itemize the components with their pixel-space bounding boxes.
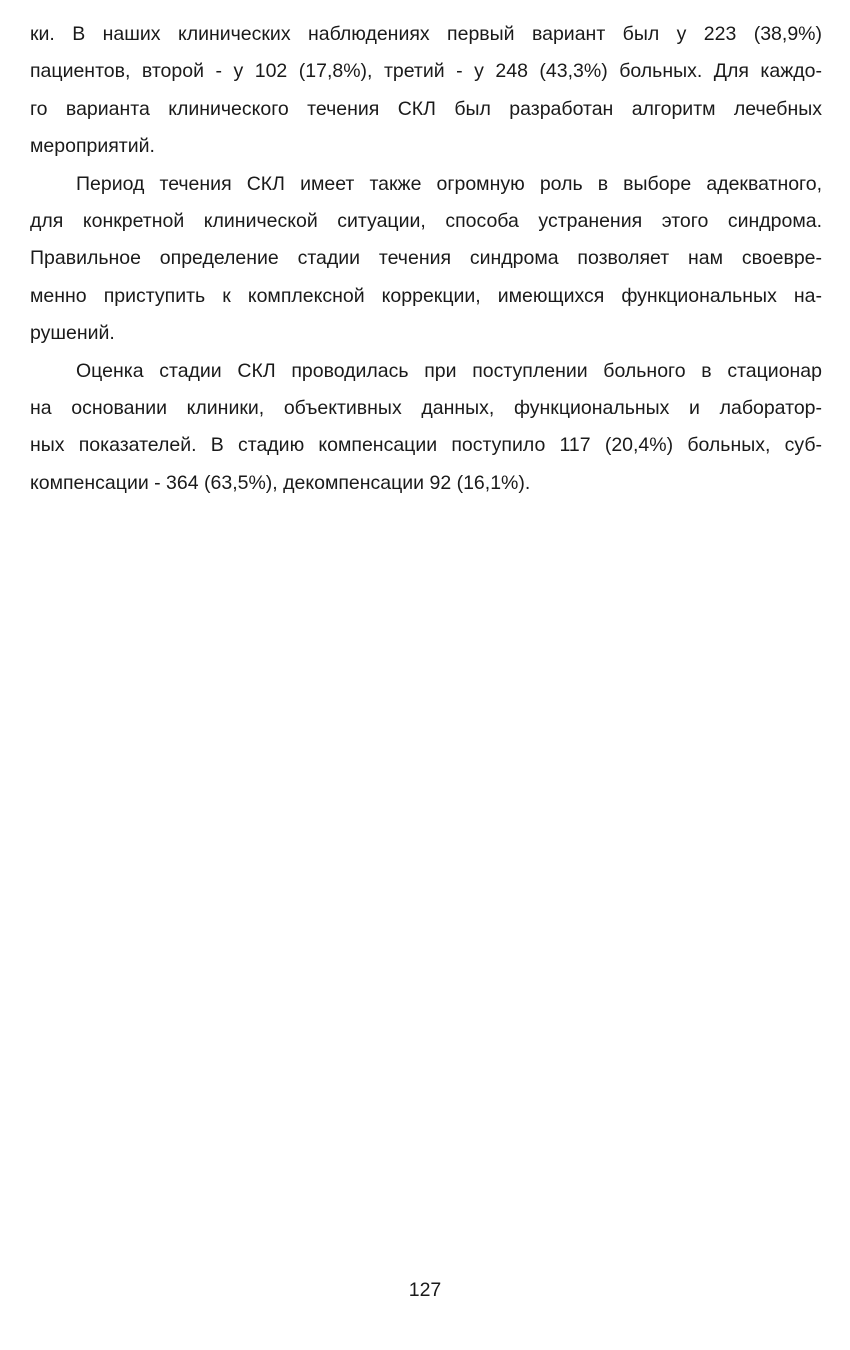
text-line: го варианта клинического течения СКЛ был разработан алгоритм лечебных bbox=[30, 97, 822, 120]
page-body bbox=[30, 16, 822, 502]
text-line: на основании клиники, объективных данных, функциональных и лаборатор- bbox=[30, 396, 822, 419]
text-line: ки. В наших клинических наблюдениях первый вариант был у 223 (38,9%) bbox=[30, 23, 822, 45]
text-line: ных показателей. В стадию компенсации поступило 117 (20,4%) больных, суб- bbox=[30, 434, 822, 457]
text-line: Правильное определение стадии течения синдрома позволяет нам своевре- bbox=[30, 247, 822, 270]
paragraph-2 bbox=[30, 166, 822, 353]
text-line: рушений. bbox=[30, 322, 115, 345]
text-line: пациентов, второй - у 102 (17,8%), третий - у 248 (43,3%) больных. Для каждо- bbox=[30, 60, 822, 83]
text-line: мероприятий. bbox=[30, 135, 155, 158]
text-line: менно приступить к комплексной коррекции, имеющихся функциональных на- bbox=[30, 284, 822, 307]
text-line: компенсации - 364 (63,5%), декомпенсации 92 (16,1%). bbox=[30, 471, 531, 494]
text-line: Период течения СКЛ имеет также огромную роль в выборе адекватного, bbox=[76, 172, 822, 195]
paragraph-3 bbox=[30, 353, 822, 503]
text-line: Оценка стадии СКЛ проводилась при поступлении больного в стационар bbox=[76, 359, 822, 382]
page-number: 127 bbox=[408, 1279, 442, 1301]
paragraph-1 bbox=[30, 16, 822, 166]
text-line: для конкретной клинической ситуации, способа устранения этого синдрома. bbox=[30, 209, 822, 232]
